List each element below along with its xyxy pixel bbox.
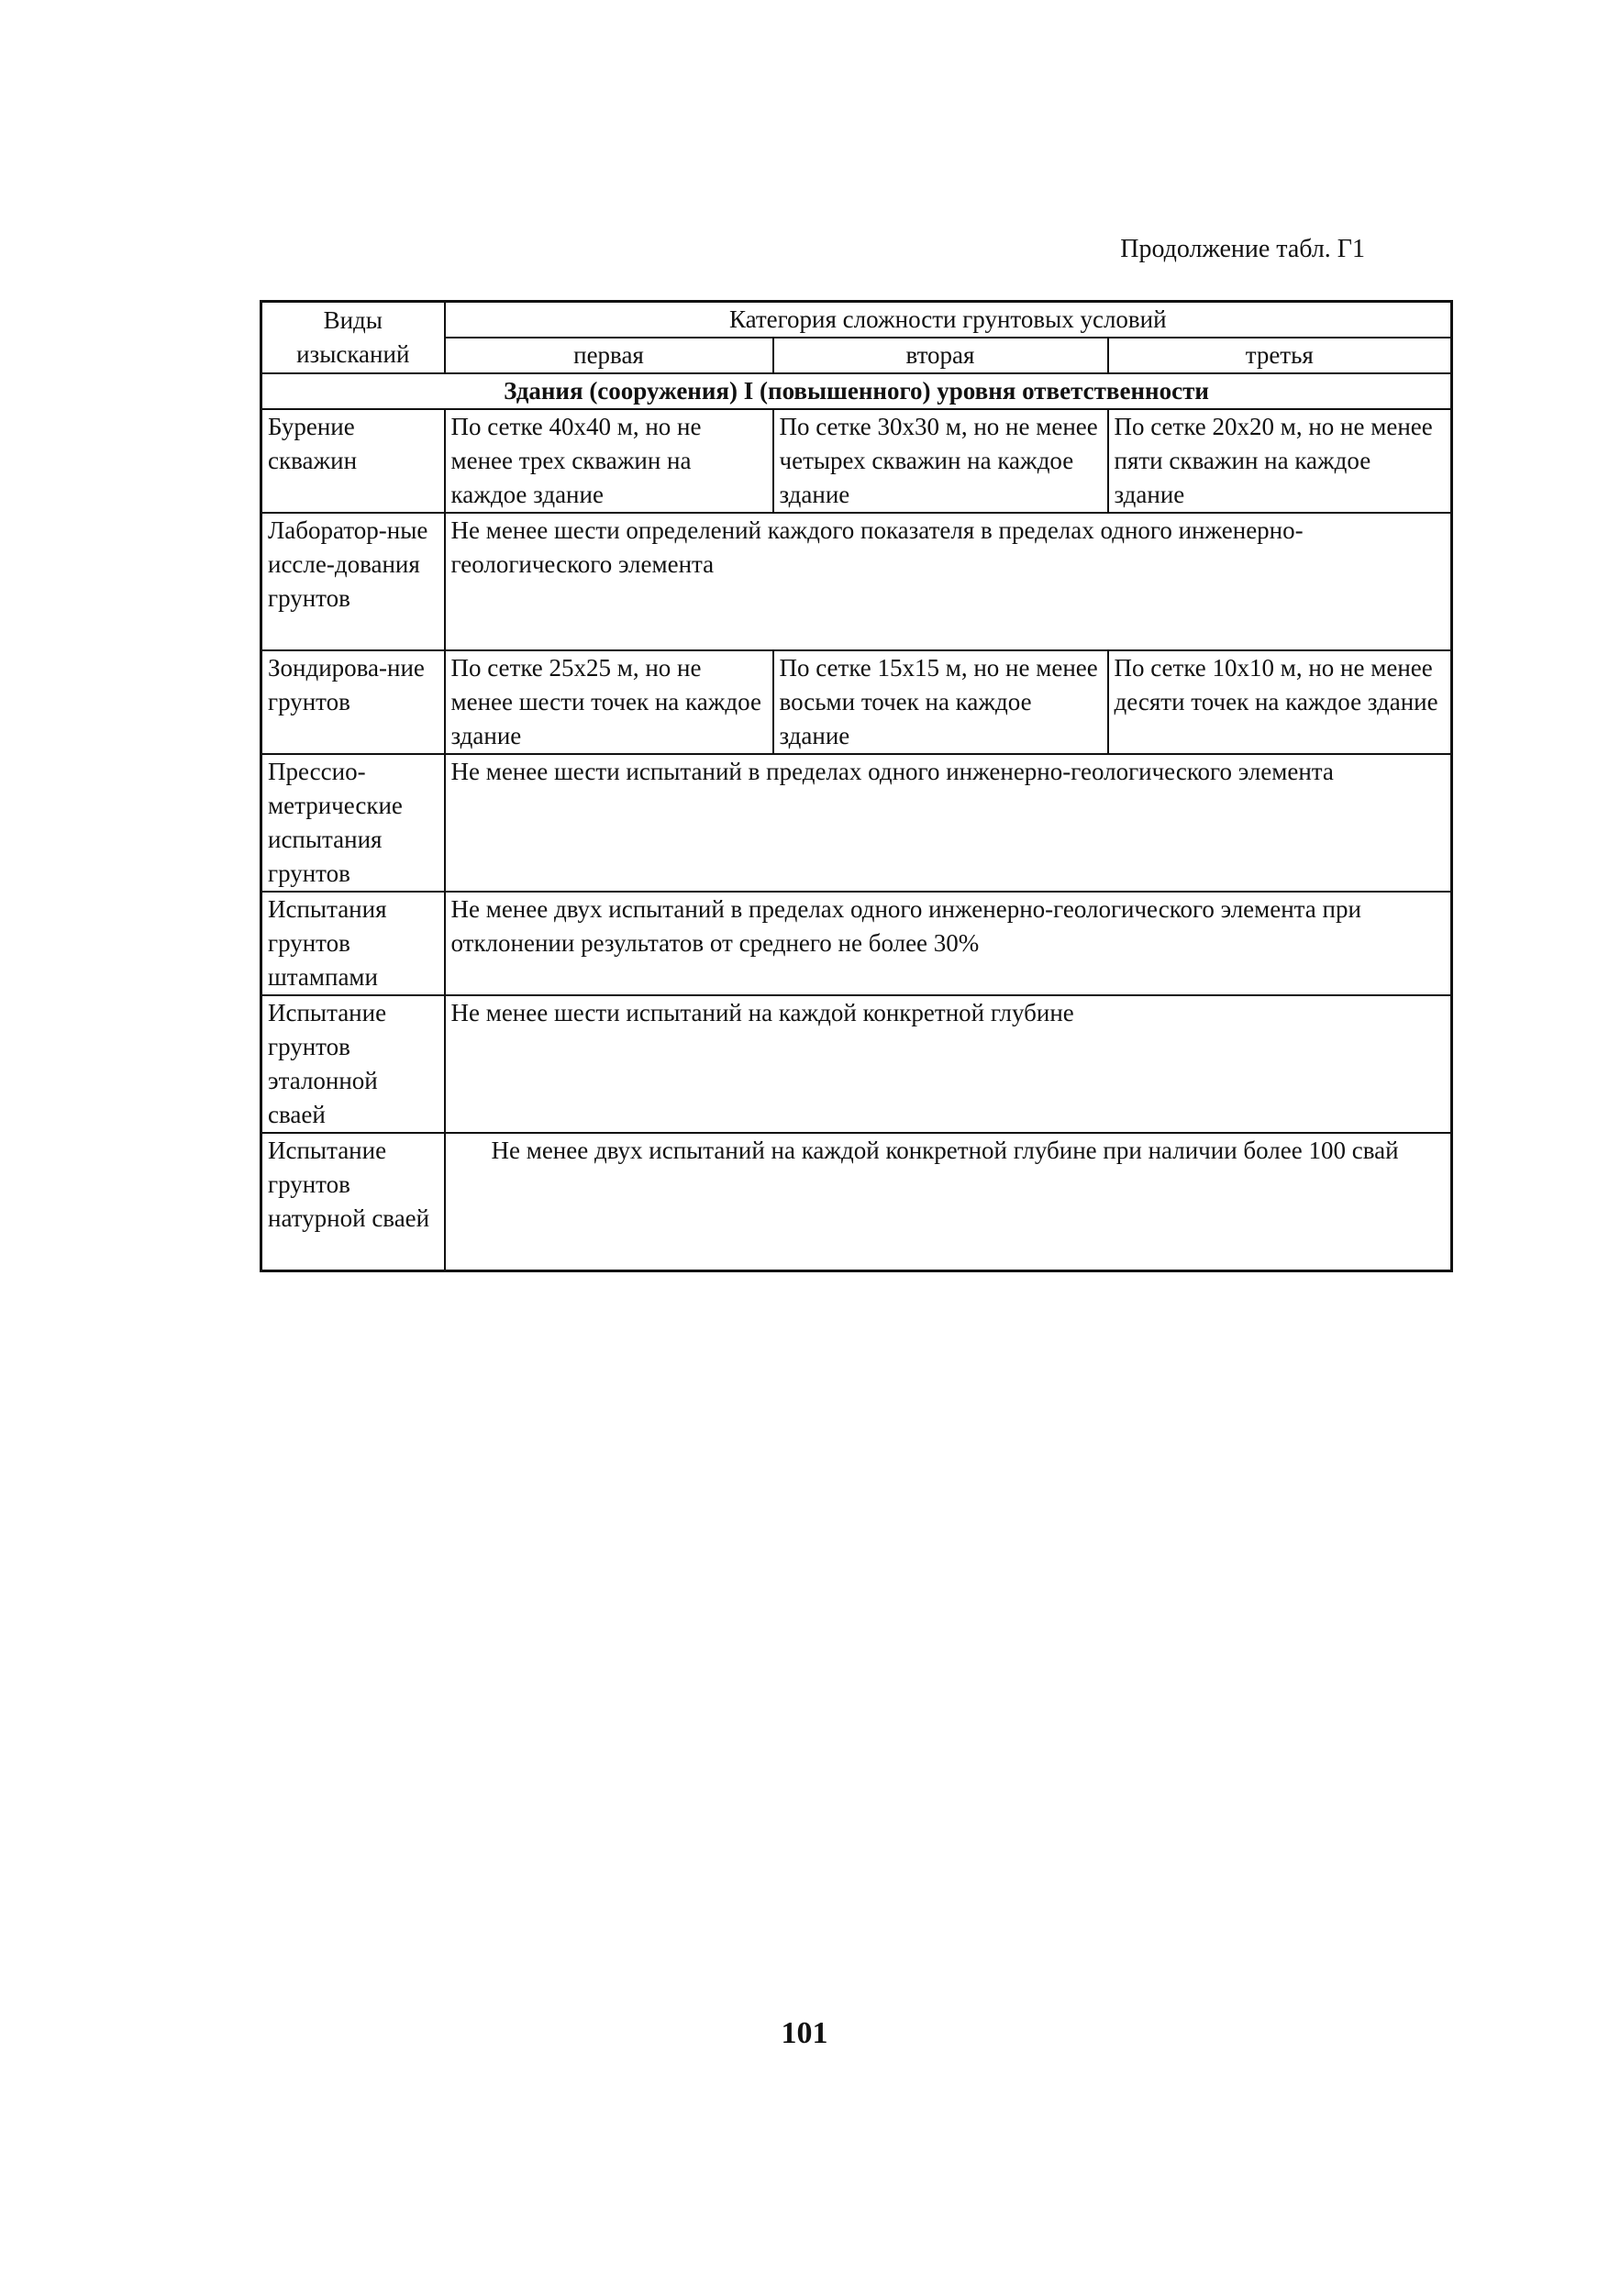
table-row: [261, 995, 1452, 1133]
row-kind: Лаборатор-ные иссле-дования грунтов: [261, 513, 445, 650]
table-header-row: [261, 302, 1452, 338]
table-cell-merged: Не менее двух испытаний в пределах одного инженерно-геологического элемента при отклонении результатов от среднего не более 30%: [445, 892, 1452, 995]
table-cell: По сетке 15х15 м, но не менее восьми точек на каждое здание: [773, 650, 1108, 754]
header-category-second: вторая: [773, 338, 1108, 373]
table-cell-merged: Не менее шести определений каждого показателя в пределах одного инженерно-геологического элемента: [445, 513, 1452, 650]
table-row: [261, 754, 1452, 892]
row-kind: Испытание грунтов эталонной сваей: [261, 995, 445, 1133]
table-row: [261, 1133, 1452, 1271]
row-kind: Бурение скважин: [261, 409, 445, 513]
table-cell: По сетке 40х40 м, но не менее трех скважин на каждое здание: [445, 409, 773, 513]
table-row: [261, 650, 1452, 754]
header-survey-kinds: Виды изысканий: [261, 302, 445, 374]
page-number: 101: [781, 2016, 828, 2050]
table-cell-merged: Не менее шести испытаний на каждой конкретной глубине: [445, 995, 1452, 1133]
survey-requirements-table: [260, 300, 1453, 1272]
header-complexity-category: Категория сложности грунтовых условий: [445, 302, 1452, 338]
table-row: [261, 409, 1452, 513]
table-row: [261, 513, 1452, 650]
table-row: [261, 892, 1452, 995]
table-cell: По сетке 10х10 м, но не менее десяти точек на каждое здание: [1108, 650, 1452, 754]
table-cell-merged: Не менее двух испытаний на каждой конкретной глубине при наличии более 100 свай: [445, 1133, 1452, 1271]
row-kind: Прессио-метрические испытания грунтов: [261, 754, 445, 892]
row-kind: Испытание грунтов натурной сваей: [261, 1133, 445, 1271]
row-kind: Зондирова-ние грунтов: [261, 650, 445, 754]
section-title: Здания (сооружения) I (повышенного) уровня ответственности: [261, 373, 1452, 409]
table-cell: По сетке 30х30 м, но не менее четырех скважин на каждое здание: [773, 409, 1108, 513]
section-title-row: [261, 373, 1452, 409]
table-cell-merged: Не менее шести испытаний в пределах одного инженерно-геологического элемента: [445, 754, 1452, 892]
header-category-third: третья: [1108, 338, 1452, 373]
table-cell: По сетке 25х25 м, но не менее шести точек на каждое здание: [445, 650, 773, 754]
table-cell: По сетке 20х20 м, но не менее пяти скважин на каждое здание: [1108, 409, 1452, 513]
header-category-first: первая: [445, 338, 773, 373]
table-continuation-caption: Продолжение табл. Г1: [1120, 235, 1365, 263]
row-kind: Испытания грунтов штампами: [261, 892, 445, 995]
